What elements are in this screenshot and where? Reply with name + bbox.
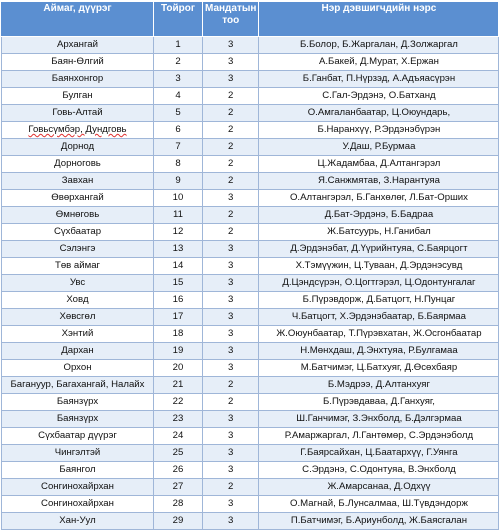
cell-aimag: Хан-Уул — [2, 513, 154, 530]
col-header-mandat-line1: Мандатын — [205, 3, 257, 14]
cell-toirog: 26 — [154, 462, 203, 479]
table-row — [2, 292, 499, 309]
cell-mandat: 2 — [203, 105, 259, 122]
cell-candidates: Д.Цэндсүрэн, О.Цогтгэрэл, Ц.Одонтунгалаг — [259, 275, 499, 292]
cell-mandat: 2 — [203, 88, 259, 105]
cell-toirog: 7 — [154, 139, 203, 156]
cell-aimag: Сонгинохайрхан — [2, 496, 154, 513]
cell-aimag: Говьсүмбэр, Дундговь — [2, 122, 154, 139]
table-row — [2, 139, 499, 156]
cell-mandat: 2 — [203, 394, 259, 411]
cell-mandat: 2 — [203, 224, 259, 241]
cell-mandat: 3 — [203, 190, 259, 207]
cell-aimag: Сүхбаатар — [2, 224, 154, 241]
cell-toirog: 16 — [154, 292, 203, 309]
table-row — [2, 88, 499, 105]
cell-aimag: Баянгол — [2, 462, 154, 479]
col-header-aimag: Аймаг, дүүрэг — [2, 2, 154, 37]
cell-candidates: С.Гал-Эрдэнэ, О.Батханд — [259, 88, 499, 105]
cell-toirog: 13 — [154, 241, 203, 258]
cell-aimag: Баян-Өлгий — [2, 54, 154, 71]
table-row — [2, 190, 499, 207]
cell-toirog: 1 — [154, 37, 203, 54]
cell-mandat: 2 — [203, 156, 259, 173]
cell-mandat: 3 — [203, 360, 259, 377]
cell-mandat: 3 — [203, 445, 259, 462]
cell-toirog: 2 — [154, 54, 203, 71]
cell-candidates: О.Алтангэрэл, Б.Ганхөлөг, Л.Бат-Орших — [259, 190, 499, 207]
table-row — [2, 394, 499, 411]
cell-aimag: Дархан — [2, 343, 154, 360]
col-header-candidates: Нэр дэвшигчдийн нэрс — [259, 2, 499, 37]
cell-toirog: 4 — [154, 88, 203, 105]
cell-toirog: 28 — [154, 496, 203, 513]
cell-candidates: П.Батчимэг, Б.Ариунболд, Ж.Баясгалан — [259, 513, 499, 530]
cell-candidates: Р.Амаржаргал, Л.Гантөмөр, С.Эрдэнэболд — [259, 428, 499, 445]
cell-candidates: С.Эрдэнэ, С.Одонтуяа, В.Энхболд — [259, 462, 499, 479]
cell-aimag: Хэнтий — [2, 326, 154, 343]
cell-mandat: 3 — [203, 292, 259, 309]
cell-aimag: Баянхонгор — [2, 71, 154, 88]
cell-mandat: 3 — [203, 326, 259, 343]
table-row — [2, 241, 499, 258]
table-row — [2, 445, 499, 462]
cell-aimag: Баянзүрх — [2, 411, 154, 428]
cell-candidates: О.Магнай, Б.Лунсалмаа, Ш.Түвдэндорж — [259, 496, 499, 513]
cell-mandat: 2 — [203, 139, 259, 156]
cell-toirog: 20 — [154, 360, 203, 377]
cell-toirog: 10 — [154, 190, 203, 207]
cell-mandat: 3 — [203, 241, 259, 258]
cell-toirog: 21 — [154, 377, 203, 394]
cell-mandat: 3 — [203, 496, 259, 513]
cell-candidates: Я.Санжмятав, З.Нарантуяа — [259, 173, 499, 190]
cell-toirog: 6 — [154, 122, 203, 139]
candidates-table — [1, 1, 499, 530]
cell-candidates: Б.Ганбат, П.Нүрзэд, А.Адъяасүрэн — [259, 71, 499, 88]
cell-aimag: Булган — [2, 88, 154, 105]
table-row — [2, 54, 499, 71]
cell-candidates: Ц.Жадамбаа, Д.Алтангэрэл — [259, 156, 499, 173]
table-body — [2, 37, 499, 530]
cell-mandat: 3 — [203, 309, 259, 326]
cell-mandat: 3 — [203, 258, 259, 275]
cell-toirog: 19 — [154, 343, 203, 360]
cell-toirog: 29 — [154, 513, 203, 530]
cell-aimag: Дорноговь — [2, 156, 154, 173]
cell-mandat: 3 — [203, 428, 259, 445]
table-row — [2, 37, 499, 54]
cell-mandat: 3 — [203, 343, 259, 360]
cell-aimag: Багануур, Багахангай, Налайх — [2, 377, 154, 394]
cell-mandat: 3 — [203, 275, 259, 292]
cell-mandat: 3 — [203, 54, 259, 71]
table-row — [2, 275, 499, 292]
cell-toirog: 3 — [154, 71, 203, 88]
cell-toirog: 8 — [154, 156, 203, 173]
cell-candidates: Б.Пүрэвдаваа, Д.Ганхуяг, — [259, 394, 499, 411]
header-row — [2, 2, 499, 37]
cell-toirog: 24 — [154, 428, 203, 445]
col-header-toirog: Тойрог — [154, 2, 203, 37]
table-row — [2, 462, 499, 479]
table-row — [2, 479, 499, 496]
cell-mandat: 2 — [203, 173, 259, 190]
table-row — [2, 105, 499, 122]
cell-mandat: 3 — [203, 462, 259, 479]
cell-aimag: Өвөрхангай — [2, 190, 154, 207]
cell-mandat: 2 — [203, 122, 259, 139]
table-row — [2, 309, 499, 326]
table-row — [2, 326, 499, 343]
cell-candidates: Ж.Оюунбаатар, Т.Пүрэвхатан, Ж.Осгонбаатар — [259, 326, 499, 343]
cell-candidates: Ш.Ганчимэг, З.Энхболд, Б.Дэлгэрмаа — [259, 411, 499, 428]
cell-candidates: О.Амгаланбаатар, Ц.Оюундарь, — [259, 105, 499, 122]
cell-toirog: 9 — [154, 173, 203, 190]
cell-candidates: Б.Наранхүү, Р.Эрдэнэбүрэн — [259, 122, 499, 139]
cell-candidates: Д.Бат-Эрдэнэ, Б.Бадраа — [259, 207, 499, 224]
cell-toirog: 23 — [154, 411, 203, 428]
table-row — [2, 496, 499, 513]
cell-candidates: Х.Тэмүүжин, Ц.Туваан, Д.Эрдэнэсувд — [259, 258, 499, 275]
table-row — [2, 224, 499, 241]
cell-aimag: Сонгинохайрхан — [2, 479, 154, 496]
table-row — [2, 156, 499, 173]
cell-aimag: Архангай — [2, 37, 154, 54]
table-row — [2, 360, 499, 377]
cell-toirog: 12 — [154, 224, 203, 241]
cell-candidates: Н.Мөнхдаш, Д.Энхтуяа, Р.Булгамаа — [259, 343, 499, 360]
cell-candidates: М.Батчимэг, Ц.Батхуяг, Д.Өсөхбаяр — [259, 360, 499, 377]
cell-toirog: 17 — [154, 309, 203, 326]
table-row — [2, 207, 499, 224]
cell-aimag: Орхон — [2, 360, 154, 377]
table-row — [2, 122, 499, 139]
cell-toirog: 15 — [154, 275, 203, 292]
cell-aimag: Өмнөговь — [2, 207, 154, 224]
cell-candidates: Ж.Амарсанаа, Д.Одхүү — [259, 479, 499, 496]
table-row — [2, 173, 499, 190]
table-row — [2, 71, 499, 88]
cell-toirog: 25 — [154, 445, 203, 462]
cell-mandat: 3 — [203, 37, 259, 54]
cell-candidates: Д.Эрдэнэбат, Д.Үүрийнтуяа, С.Баярцогт — [259, 241, 499, 258]
cell-aimag: Сэлэнгэ — [2, 241, 154, 258]
cell-aimag: Говь-Алтай — [2, 105, 154, 122]
cell-candidates: У.Даш, Р.Бурмаа — [259, 139, 499, 156]
cell-candidates: Б.Пүрэвдорж, Д.Батцогт, Н.Пунцаг — [259, 292, 499, 309]
cell-candidates: Ж.Батсуурь, Н.Ганибал — [259, 224, 499, 241]
cell-aimag: Ховд — [2, 292, 154, 309]
cell-mandat: 2 — [203, 479, 259, 496]
cell-candidates: Б.Болор, Б.Жаргалан, Д.Золжаргал — [259, 37, 499, 54]
cell-mandat: 3 — [203, 411, 259, 428]
cell-aimag: Сүхбаатар дүүрэг — [2, 428, 154, 445]
table-row — [2, 377, 499, 394]
cell-aimag: Увс — [2, 275, 154, 292]
cell-toirog: 27 — [154, 479, 203, 496]
col-header-mandat — [203, 2, 259, 37]
table-row — [2, 428, 499, 445]
cell-candidates: Г.Баярсайхан, Ц.Баатархүү, Г.Уянга — [259, 445, 499, 462]
cell-aimag: Хөвсгөл — [2, 309, 154, 326]
cell-toirog: 14 — [154, 258, 203, 275]
cell-aimag: Төв аймаг — [2, 258, 154, 275]
cell-aimag: Баянзүрх — [2, 394, 154, 411]
cell-toirog: 18 — [154, 326, 203, 343]
cell-mandat: 2 — [203, 377, 259, 394]
cell-aimag: Завхан — [2, 173, 154, 190]
cell-candidates: А.Бакей, Д.Мурат, Х.Ержан — [259, 54, 499, 71]
cell-candidates: Б.Мэдрээ, Д.Алтанхуяг — [259, 377, 499, 394]
cell-toirog: 11 — [154, 207, 203, 224]
cell-mandat: 3 — [203, 513, 259, 530]
cell-aimag: Дорнод — [2, 139, 154, 156]
cell-candidates: Ч.Батцогт, Х.Эрдэнэбаатар, Б.Баярмаа — [259, 309, 499, 326]
cell-aimag: Чингэлтэй — [2, 445, 154, 462]
table-row — [2, 258, 499, 275]
col-header-mandat-line2: тоо — [222, 15, 240, 26]
table-row — [2, 411, 499, 428]
cell-toirog: 22 — [154, 394, 203, 411]
cell-mandat: 3 — [203, 71, 259, 88]
table-row — [2, 343, 499, 360]
cell-mandat: 2 — [203, 207, 259, 224]
cell-toirog: 5 — [154, 105, 203, 122]
